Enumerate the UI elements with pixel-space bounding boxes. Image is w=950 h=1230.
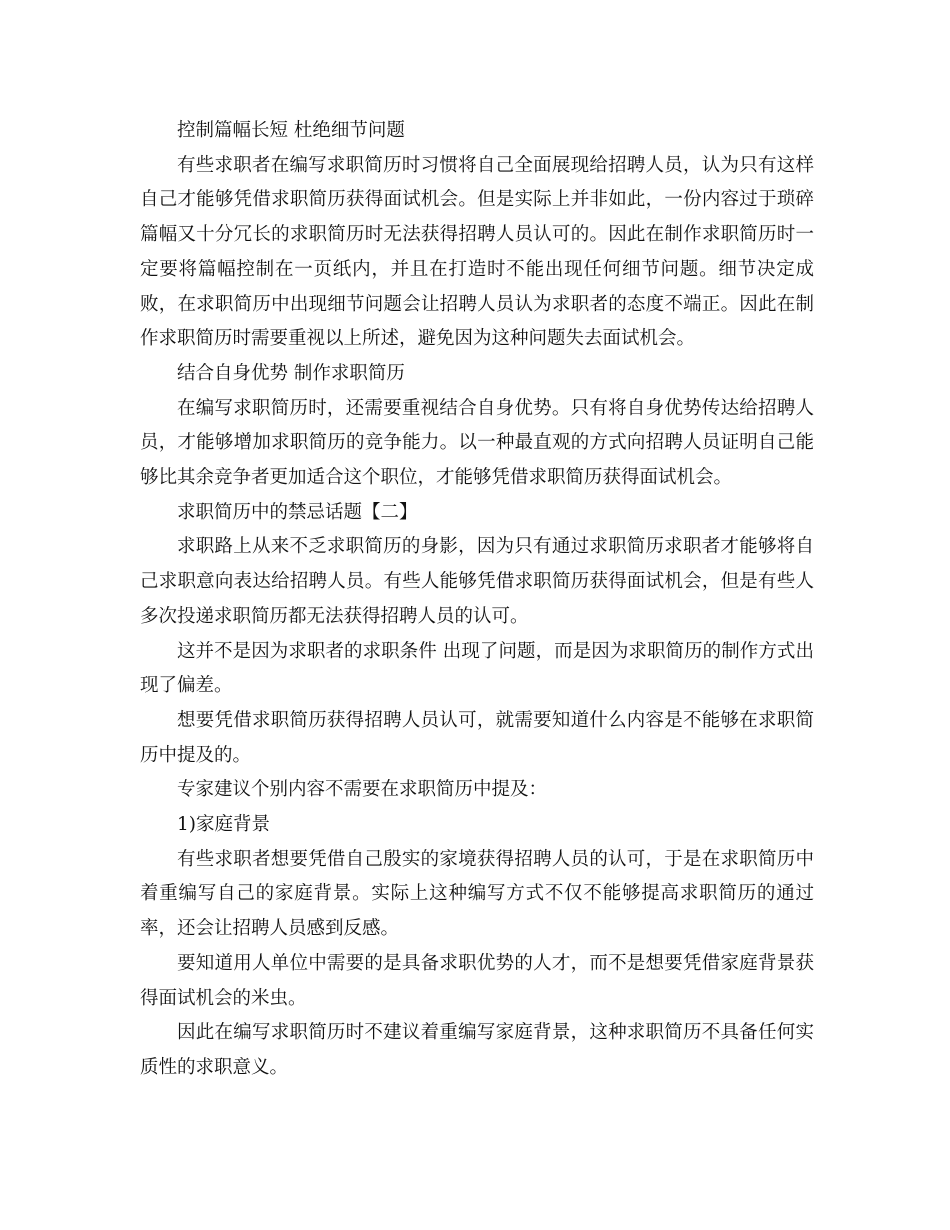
list-item-heading: 1)家庭背景 — [177, 814, 270, 836]
paragraph: 求职路上从来不乏求职简历的身影，因为只有通过求职简历求职者才能够将自己求职意向表达给招聘人员。有些人能够凭借求职简历获得面试机会，但是有些人多次投递求职简历都无法获得招聘人员的认可。 — [140, 536, 814, 627]
paragraph: 专家建议个别内容不需要在求职简历中提及： — [177, 779, 548, 801]
section-heading: 控制篇幅长短 杜绝细节问题 — [177, 120, 405, 141]
section-heading: 求职简历中的禁忌话题【二】 — [177, 501, 418, 523]
paragraph: 在编写求职简历时，还需要重视结合自身优势。只有将自身优势传达给招聘人员，才能够增加求职简历的竞争能力。以一种最直观的方式向招聘人员证明自己能够比其余竞争者更加适合这个职位，才能够凭借求职简历获得面试机会。 — [140, 397, 814, 489]
paragraph: 要知道用人单位中需要的是具备求职优势的人才，而不是想要凭借家庭背景获得面试机会的米虫。 — [140, 952, 814, 1009]
paragraph: 因此在编写求职简历时不建议着重编写家庭背景，这种求职简历不具备任何实质性的求职意义。 — [140, 1022, 814, 1078]
paragraph: 有些求职者想要凭借自己殷实的家境获得招聘人员的认可，于是在求职简历中着重编写自己的家庭背景。实际上这种编写方式不仅不能够提高求职简历的通过率，还会让招聘人员感到反感。 — [140, 848, 814, 940]
paragraph: 想要凭借求职简历获得招聘人员认可，就需要知道什么内容是不能够在求职简历中提及的。 — [140, 709, 814, 766]
paragraph: 有些求职者在编写求职简历时习惯将自己全面展现给招聘人员，认为只有这样自己才能够凭借求职简历获得面试机会。但是实际上并非如此，一份内容过于琐碎篇幅又十分冗长的求职简历时无法获得招聘人员认可的。因此在制作求职简历时一定要将篇幅控制在一页纸内，并且在打造时不能出现任何细节问题。细节决定成败，在求职简历中出现细节问题会让招聘人员认为求职者的态度不端正。因此在制作求职简历时需要重视以上所述，避免因为这种问题失去面试机会。 — [140, 154, 814, 350]
document-page — [140, 114, 814, 1086]
paragraph: 这并不是因为求职者的求职条件 出现了问题，而是因为求职简历的制作方式出现了偏差。 — [140, 640, 814, 697]
section-heading: 结合自身优势 制作求职简历 — [177, 362, 405, 384]
